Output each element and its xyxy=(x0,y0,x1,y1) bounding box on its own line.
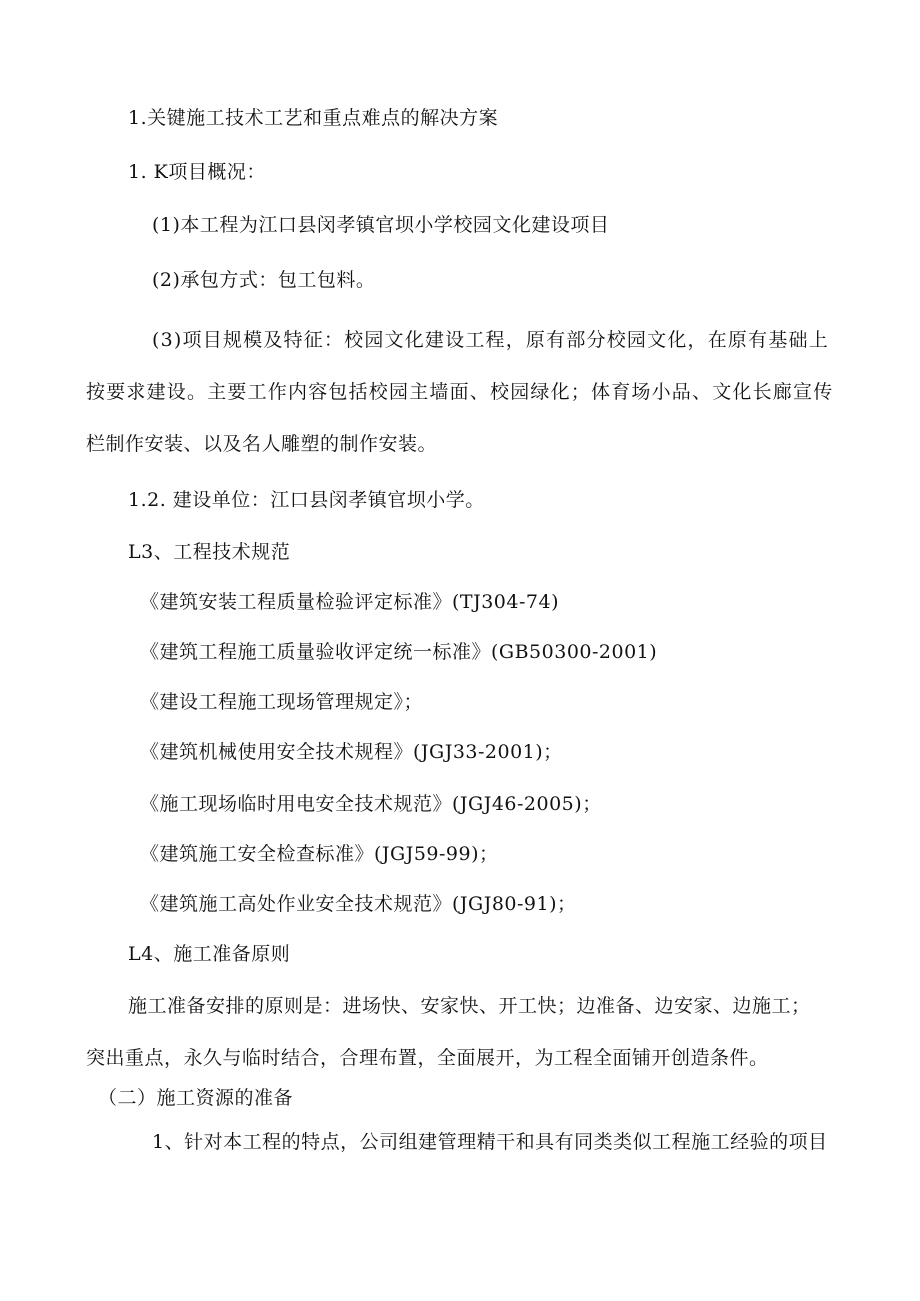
section-heading: 1.关键施工技术工艺和重点难点的解决方案 xyxy=(128,107,499,129)
subsection-heading: 1. K项目概况： xyxy=(128,161,266,183)
paragraph-line: 栏制作安装、以及名人雕塑的制作安装。 xyxy=(86,433,438,455)
section-heading: （二）施工资源的准备 xyxy=(98,1087,294,1109)
standard-item: 《建设工程施工现场管理规定》； xyxy=(140,691,424,713)
standard-item: 《建筑施工高处作业安全技术规范》(JGJ80-91)； xyxy=(140,893,577,915)
subsection-heading: L3、工程技术规范 xyxy=(128,541,291,563)
paragraph-line: 1、针对本工程的特点，公司组建管理精干和具有同类类似工程施工经验的项目 xyxy=(152,1131,828,1153)
standard-item: 《建筑机械使用安全技术规程》(JGJ33-2001)； xyxy=(140,741,563,763)
standard-item: 《建筑施工安全检查标准》(JGJ59-99)； xyxy=(140,843,499,865)
paragraph-line: 突出重点，永久与临时结合，合理布置，全面展开，为工程全面铺开创造条件。 xyxy=(86,1047,769,1069)
paragraph-line: 施工准备安排的原则是：进场快、安家快、开工快；边准备、边安家、边施工； xyxy=(128,995,811,1017)
paragraph-line: 按要求建设。主要工作内容包括校园主墙面、校园绿化；体育场小品、文化长廊宣传 xyxy=(86,381,834,403)
paragraph-line: (1)本工程为江口县闵孝镇官坝小学校园文化建设项目 xyxy=(152,214,610,236)
subsection-heading: 1.2. 建设单位：江口县闵孝镇官坝小学。 xyxy=(128,489,485,511)
subsection-heading: L4、施工准备原则 xyxy=(128,943,291,965)
paragraph-line: (2)承包方式：包工包料。 xyxy=(152,269,376,291)
standard-item: 《建筑工程施工质量验收评定统一标准》(GB50300-2001) xyxy=(140,641,658,663)
standard-item: 《建筑安装工程质量检验评定标准》(TJ304-74) xyxy=(140,591,559,613)
paragraph-line: (3)项目规模及特征：校园文化建设工程，原有部分校园文化，在原有基础上 xyxy=(152,329,829,351)
standard-item: 《施工现场临时用电安全技术规范》(JGJ46-2005)； xyxy=(140,793,602,815)
